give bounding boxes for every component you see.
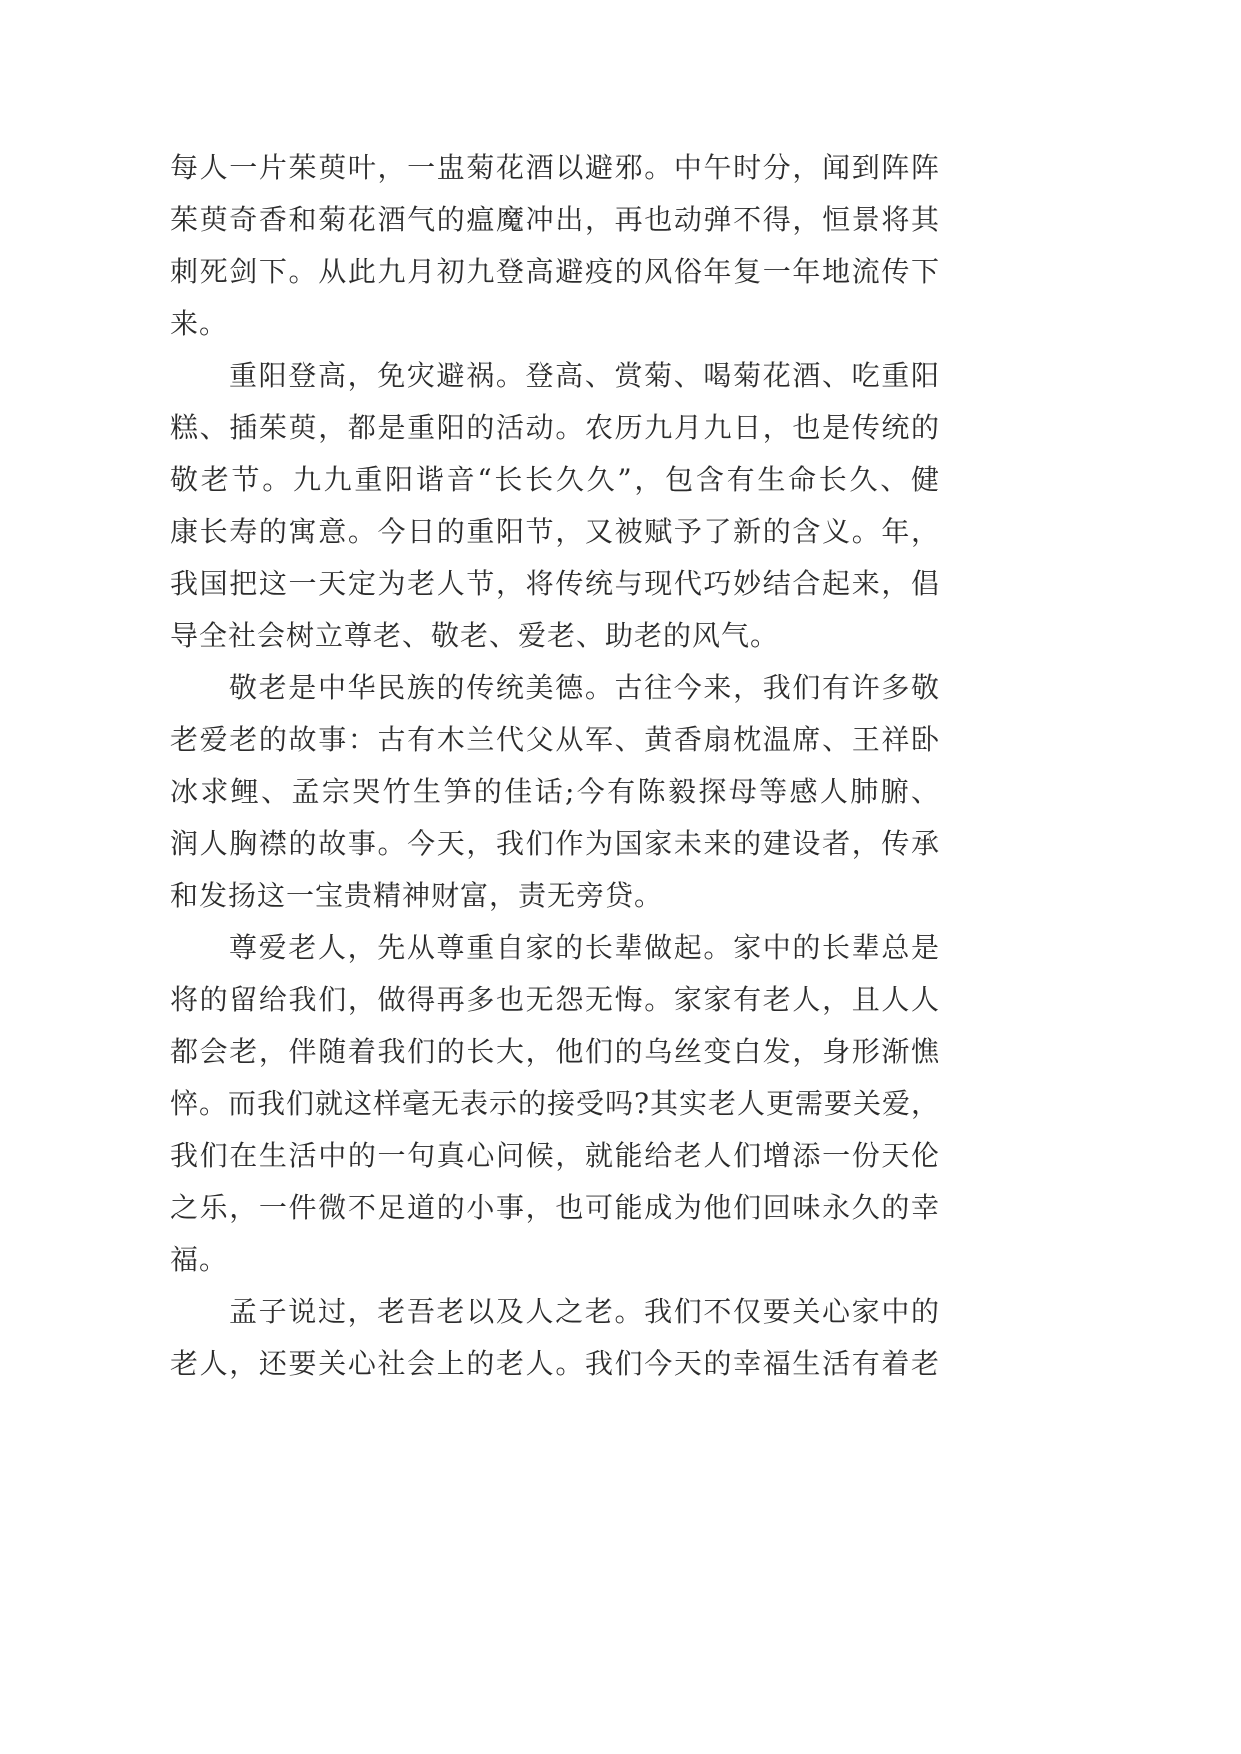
text-line: 导全社会树立尊老、敬老、爱老、助老的风气。: [170, 619, 780, 652]
text-line: 老爱老的故事：古有木兰代父从军、黄香扇枕温席、王祥卧: [170, 723, 940, 756]
text-line: 重阳登高，免灾避祸。登高、赏菊、喝菊花酒、吃重阳: [229, 359, 940, 392]
text-line: 敬老是中华民族的传统美德。古往今来，我们有许多敬: [229, 671, 940, 704]
text-line: 润人胸襟的故事。今天，我们作为国家未来的建设者，传承: [170, 827, 940, 860]
text-line: 老人，还要关心社会上的老人。我们今天的幸福生活有着老: [170, 1347, 940, 1380]
text-line: 我国把这一天定为老人节，将传统与现代巧妙结合起来，倡: [170, 567, 940, 600]
text-line: 孟子说过，老吾老以及人之老。我们不仅要关心家中的: [229, 1295, 940, 1328]
paragraph: [170, 922, 940, 1286]
text-line: 悴。而我们就这样毫无表示的接受吗?其实老人更需要关爱，: [170, 1087, 940, 1120]
text-line: 和发扬这一宝贵精神财富，责无旁贷。: [170, 879, 664, 912]
text-line: 之乐，一件微不足道的小事，也可能成为他们回味永久的幸: [170, 1191, 940, 1224]
text-line: 尊爱老人，先从尊重自家的长辈做起。家中的长辈总是: [229, 931, 940, 964]
text-line: 茱萸奇香和菊花酒气的瘟魔冲出，再也动弹不得，恒景将其: [170, 203, 940, 236]
body-text: [170, 142, 940, 1390]
text-line: 我们在生活中的一句真心问候，就能给老人们增添一份天伦: [170, 1139, 940, 1172]
paragraph: [170, 1286, 940, 1390]
text-line: 刺死剑下。从此九月初九登高避疫的风俗年复一年地流传下: [170, 255, 940, 288]
text-line: 冰求鲤、孟宗哭竹生笋的佳话;今有陈毅探母等感人肺腑、: [170, 775, 940, 808]
text-line: 都会老，伴随着我们的长大，他们的乌丝变白发，身形渐憔: [170, 1035, 940, 1068]
paragraph: [170, 662, 940, 922]
text-line: 康长寿的寓意。今日的重阳节，又被赋予了新的含义。年，: [170, 515, 940, 548]
text-line: 将的留给我们，做得再多也无怨无悔。家家有老人，且人人: [170, 983, 940, 1016]
text-line: 每人一片茱萸叶，一盅菊花酒以避邪。中午时分，闻到阵阵: [170, 151, 940, 184]
text-line: 来。: [170, 307, 229, 340]
paragraph: [170, 350, 940, 662]
text-line: 福。: [170, 1243, 229, 1276]
paragraph: [170, 142, 940, 350]
text-line: 敬老节。九九重阳谐音“长长久久”，包含有生命长久、健: [170, 463, 940, 496]
text-line: 糕、插茱萸，都是重阳的活动。农历九月九日，也是传统的: [170, 411, 940, 444]
